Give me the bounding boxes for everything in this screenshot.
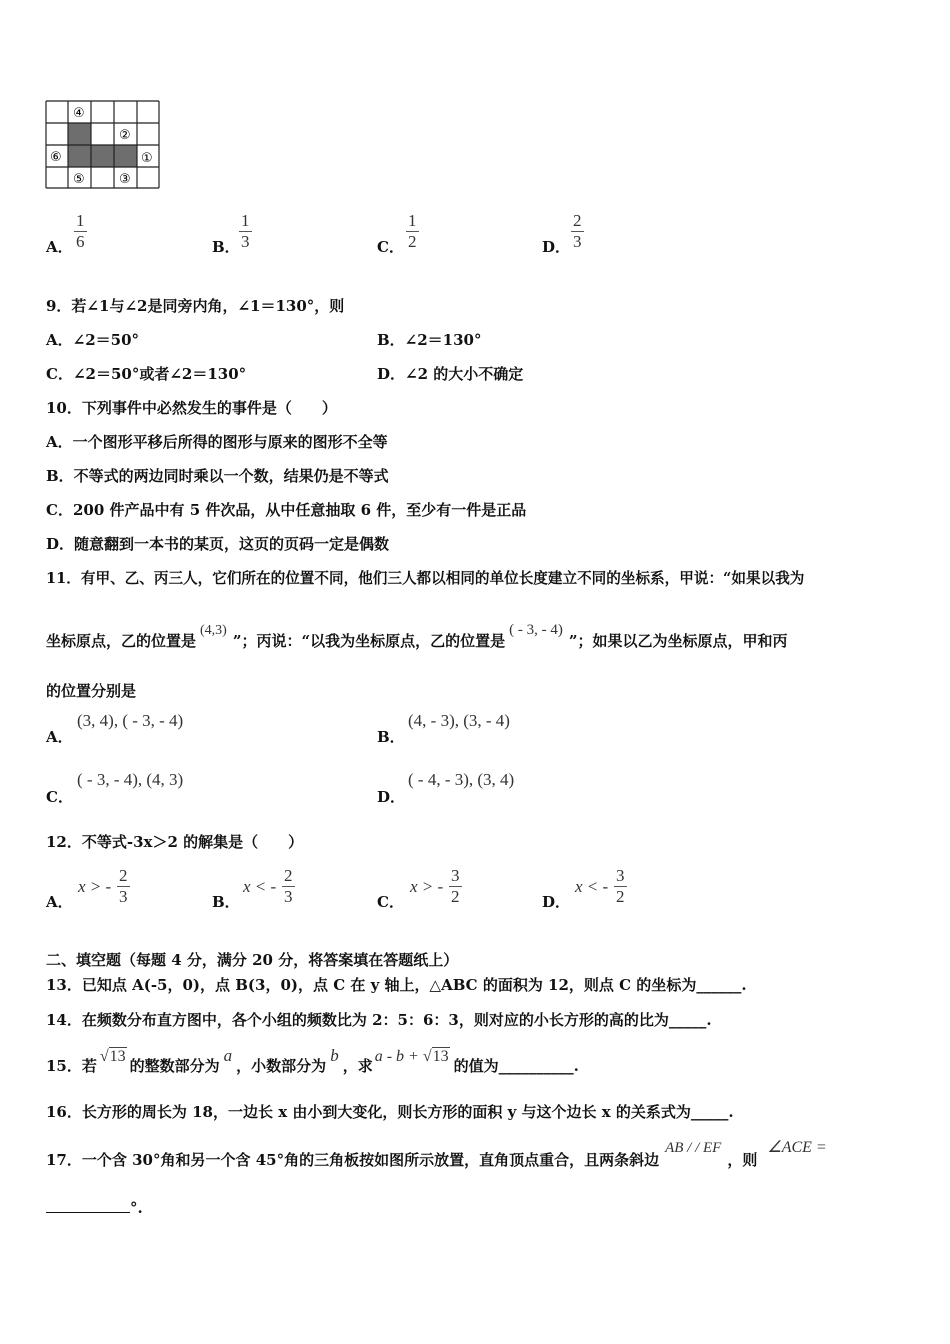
q9-option-a: A．∠2＝50° — [46, 331, 140, 349]
q15-var-b: b — [330, 1046, 339, 1065]
q8-option-b-letter: B． — [212, 238, 240, 256]
grid-svg — [45, 100, 160, 189]
q15-text: 15．若 — [46, 1057, 97, 1075]
numerator: 2 — [573, 211, 582, 230]
q11-option-c-math: ( - 3, - 4), (4, 3) — [77, 770, 184, 789]
q15-sqrt-13: √13 — [99, 1048, 126, 1065]
q11-coord-1: (4,3) — [200, 623, 227, 638]
q17-text: ，则 — [727, 1151, 758, 1169]
denominator: 2 — [451, 887, 460, 906]
q17-line1 — [46, 1139, 827, 1170]
shaded-cell — [114, 145, 137, 167]
numerator: 2 — [119, 866, 128, 885]
grid-figure — [45, 100, 160, 189]
q15-text: ，小数部分为 — [236, 1057, 327, 1075]
cell-label: ⑥ — [50, 150, 62, 165]
denominator: 2 — [408, 232, 417, 251]
q17-math-ab-parallel-ef: AB / / EF — [665, 1140, 722, 1156]
cell-label: ⑤ — [73, 172, 85, 187]
q11-line3: 的位置分别是 — [46, 682, 137, 700]
q16: 16．长方形的周长为 18，一边长 x 由小到大变化，则长方形的面积 y 与这个边长 x 的关系式为_____. — [46, 1103, 734, 1121]
q15-text: 的值为__________. — [453, 1057, 579, 1075]
q12-option-a-letter: A． — [46, 893, 73, 911]
q11-coord-2: ( - 3, - 4) — [509, 622, 563, 638]
q11-text: 坐标原点，乙的位置是 — [46, 632, 197, 650]
denominator: 3 — [284, 887, 293, 906]
q8-option-a-letter: A． — [46, 238, 73, 256]
q12-stem: 12．不等式-3x＞2 的解集是（ ） — [46, 833, 304, 851]
q11-text: ”；丙说：“以我为坐标原点，乙的位置是 — [232, 632, 506, 650]
q17-math-angle-ace: ∠ACE = — [767, 1139, 827, 1156]
q12-option-d-letter: D． — [542, 893, 571, 911]
q15-expression: a - b + — [374, 1048, 419, 1065]
q11-option-c-letter: C． — [46, 788, 73, 806]
cell-label: ④ — [73, 106, 85, 121]
q10-stem: 10．下列事件中必然发生的事件是（ ） — [46, 399, 337, 417]
q12-option-a-relation: x > - — [78, 877, 112, 896]
q15-text: ，求 — [342, 1057, 373, 1075]
q11-option-a-letter: A． — [46, 728, 73, 746]
shaded-cell — [91, 145, 114, 167]
q11-option-d-letter: D． — [377, 788, 406, 806]
q12-option-b-relation: x < - — [243, 877, 277, 896]
q14: 14．在频数分布直方图中，各个小组的频数比为 2：5：6：3，则对应的小长方形的高的比为_____. — [46, 1011, 712, 1029]
radicand: 13 — [109, 1048, 126, 1065]
numerator: 1 — [241, 211, 250, 230]
q8-option-c-fraction — [406, 211, 419, 252]
q17-tail: °. — [130, 1199, 143, 1217]
numerator: 3 — [616, 866, 625, 885]
q11-option-d-math: ( - 4, - 3), (3, 4) — [408, 770, 515, 789]
cell-label: ① — [141, 151, 153, 166]
q8-option-c-letter: C． — [377, 238, 404, 256]
q8-option-d-fraction — [571, 211, 584, 252]
cell-label: ② — [119, 128, 131, 143]
q15 — [46, 1046, 579, 1076]
q10-option-a: A．一个图形平移后所得的图形与原来的图形不全等 — [46, 433, 388, 451]
q15-text: 的整数部分为 — [129, 1057, 220, 1075]
numerator: 3 — [451, 866, 460, 885]
q9-stem: 9．若∠1与∠2是同旁内角，∠1＝130°，则 — [46, 297, 345, 315]
answer-blank[interactable] — [46, 1212, 130, 1213]
q8-option-b-fraction — [239, 211, 252, 252]
q17-line2 — [46, 1199, 143, 1217]
q9-option-d: D．∠2 的大小不确定 — [377, 365, 524, 383]
numerator: 2 — [284, 866, 293, 885]
q9-option-c: C．∠2＝50°或者∠2＝130° — [46, 365, 247, 383]
q12-option-d-relation: x < - — [575, 877, 609, 896]
q8-option-d-letter: D． — [542, 238, 571, 256]
q12-option-c-relation: x > - — [410, 877, 444, 896]
denominator: 3 — [119, 887, 128, 906]
q11-line2 — [46, 622, 788, 651]
q11-option-a-math: (3, 4), ( - 3, - 4) — [77, 711, 184, 730]
q15-var-a: a — [223, 1046, 233, 1065]
q10-option-c: C．200 件产品中有 5 件次品，从中任意抽取 6 件，至少有一件是正品 — [46, 501, 527, 519]
numerator: 1 — [408, 211, 417, 230]
q15-sqrt-13b: √13 — [422, 1048, 449, 1065]
q9-option-b: B．∠2＝130° — [377, 331, 482, 349]
q12-option-d-fraction — [614, 866, 627, 907]
q10-option-b: B．不等式的两边同时乘以一个数，结果仍是不等式 — [46, 467, 389, 485]
radicand: 13 — [432, 1048, 449, 1065]
q8-option-a-fraction — [74, 211, 87, 252]
denominator: 3 — [573, 232, 582, 251]
q11-option-b-letter: B． — [377, 728, 405, 746]
q13: 13．已知点 A(-5，0)，点 B(3，0)，点 C 在 y 轴上，△ABC 的面积为 12，则点 C 的坐标为______. — [46, 976, 747, 994]
q12-option-c-letter: C． — [377, 893, 404, 911]
q11-text: ”；如果以乙为坐标原点，甲和丙 — [568, 632, 788, 650]
q12-option-b-letter: B． — [212, 893, 240, 911]
denominator: 3 — [241, 232, 250, 251]
denominator: 6 — [76, 232, 85, 251]
cell-label: ③ — [119, 172, 131, 187]
shaded-cell — [68, 123, 91, 145]
q12-option-a-fraction — [117, 866, 130, 907]
denominator: 2 — [616, 887, 625, 906]
section-title: 二、填空题（每题 4 分，满分 20 分，将答案填在答题纸上） — [46, 951, 459, 969]
q11-line1: 11．有甲、乙、丙三人，它们所在的位置不同，他们三人都以相同的单位长度建立不同的坐标系，甲说：“如果以我为 — [46, 570, 805, 587]
q10-option-d: D．随意翻到一本书的某页，这页的页码一定是偶数 — [46, 535, 390, 553]
numerator: 1 — [76, 211, 85, 230]
q12-option-c-fraction — [449, 866, 462, 907]
q11-option-b-math: (4, - 3), (3, - 4) — [408, 711, 510, 730]
q12-option-b-fraction — [282, 866, 295, 907]
shaded-cell — [68, 145, 91, 167]
q17-text: 17．一个含 30°角和另一个含 45°角的三角板按如图所示放置，直角顶点重合，且两条斜边 — [46, 1151, 660, 1169]
